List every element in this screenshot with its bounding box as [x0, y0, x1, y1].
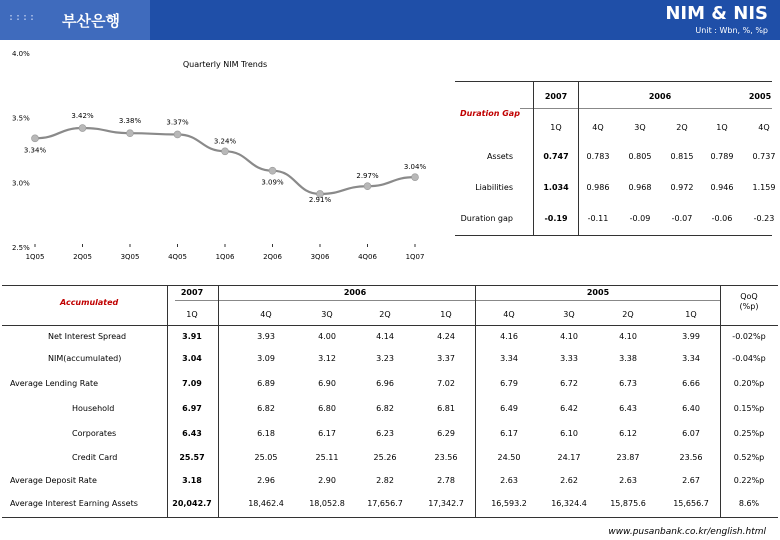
- table-cell: 0.747: [543, 152, 569, 161]
- table-cell: -0.19: [544, 214, 568, 223]
- quarter-header: 3Q: [321, 310, 333, 319]
- table-cell: 6.79: [500, 379, 518, 388]
- chart-title: Quarterly NIM Trends: [182, 60, 268, 69]
- table-cell: 20,042.7: [172, 499, 212, 508]
- x-tick-label: 1Q06: [215, 253, 235, 261]
- quarter-header: 2Q: [379, 310, 391, 319]
- y-tick-label: 4.0%: [12, 50, 30, 58]
- table-cell: 6.49: [500, 404, 518, 413]
- table-cell: 18,052.8: [309, 499, 345, 508]
- quarter-header: 2Q: [676, 123, 688, 132]
- row-label: Duration gap: [460, 214, 513, 223]
- qoq-cell: 0.52%p: [733, 453, 765, 462]
- year-header: 2005: [586, 288, 610, 297]
- table-cell: 6.96: [376, 379, 394, 388]
- nim-data-point: [174, 131, 181, 138]
- table-cell: 17,342.7: [428, 499, 464, 508]
- unit-label: Unit : Wbn, %, %p: [695, 26, 768, 35]
- year-header: 2005: [748, 92, 772, 101]
- table-cell: 2.82: [376, 476, 394, 485]
- table-cell: 0.815: [670, 152, 694, 161]
- table-cell: 6.73: [619, 379, 637, 388]
- x-tick-label: 2Q06: [263, 253, 282, 261]
- bank-name: 부산은행: [62, 12, 120, 30]
- table-border: [455, 235, 772, 236]
- nim-data-point: [364, 183, 371, 190]
- table-cell: 4.10: [560, 332, 578, 341]
- year-header: 2006: [343, 288, 367, 297]
- table-cell: 6.72: [560, 379, 578, 388]
- qoq-cell: 0.22%p: [733, 476, 765, 485]
- table-cell: 4.16: [500, 332, 518, 341]
- table-cell: 2.63: [619, 476, 637, 485]
- x-tick-label: 2Q05: [73, 253, 92, 261]
- page-title: NIM & NIS: [665, 3, 768, 24]
- column-divider: [578, 81, 579, 235]
- table-cell: 17,656.7: [367, 499, 403, 508]
- quarter-header: 3Q: [634, 123, 646, 132]
- table-cell: 25.11: [315, 453, 339, 462]
- table-cell: 24.50: [497, 453, 521, 462]
- data-label: 2.97%: [356, 172, 379, 181]
- column-divider: [218, 285, 219, 517]
- table-cell: 3.12: [318, 354, 336, 363]
- quarter-header: 2Q: [622, 310, 634, 319]
- quarter-header: 4Q: [592, 123, 604, 132]
- column-divider: [167, 285, 168, 517]
- table-cell: 6.43: [182, 429, 202, 438]
- table-cell: 6.42: [560, 404, 578, 413]
- table-cell: 6.82: [376, 404, 394, 413]
- table-cell: 0.783: [586, 152, 610, 161]
- quarter-header: 4Q: [260, 310, 272, 319]
- year-header: 2007: [180, 288, 204, 297]
- table-cell: 3.23: [376, 354, 394, 363]
- table-cell: 23.87: [616, 453, 640, 462]
- column-divider: [475, 285, 476, 517]
- table-cell: -0.11: [587, 214, 609, 223]
- quarter-header: 1Q: [550, 123, 562, 132]
- table-cell: 0.946: [710, 183, 734, 192]
- x-tick-label: 1Q07: [405, 253, 425, 261]
- table-cell: 3.93: [257, 332, 275, 341]
- logo-mark-icon: ::::: [8, 12, 37, 23]
- table-cell: -0.09: [629, 214, 651, 223]
- bank-logo: [0, 0, 150, 40]
- table-cell: 6.66: [682, 379, 700, 388]
- table-cell: 2.90: [318, 476, 336, 485]
- data-label: 2.91%: [308, 195, 332, 204]
- qoq-cell: 0.20%p: [733, 379, 765, 388]
- table-cell: 6.18: [257, 429, 275, 438]
- table-cell: 3.33: [560, 354, 578, 363]
- quarter-header: 1Q: [186, 310, 198, 319]
- table-divider: [520, 108, 772, 109]
- table-cell: 2.63: [500, 476, 518, 485]
- table-cell: 4.14: [376, 332, 394, 341]
- qoq-cell: -0.02%p: [732, 332, 766, 341]
- quarter-header: 1Q: [685, 310, 697, 319]
- x-tick-label: 1Q05: [25, 253, 45, 261]
- y-tick-label: 3.0%: [12, 179, 30, 188]
- table-cell: 0.972: [670, 183, 694, 192]
- qoq-cell: 0.25%p: [733, 429, 765, 438]
- table-cell: 2.62: [560, 476, 578, 485]
- table-cell: 1.034: [543, 183, 569, 192]
- table-cell: 18,462.4: [248, 499, 284, 508]
- x-tick-label: 4Q05: [168, 253, 187, 261]
- data-label: 3.04%: [403, 163, 427, 172]
- table-cell: -0.06: [711, 214, 733, 223]
- x-tick-label: 4Q06: [358, 253, 377, 261]
- year-header: 2006: [648, 92, 672, 101]
- row-label: Liabilities: [475, 183, 513, 192]
- quarter-header: 3Q: [563, 310, 575, 319]
- table-cell: 6.10: [560, 429, 578, 438]
- nim-data-point: [127, 130, 134, 137]
- quarter-header: 1Q: [716, 123, 728, 132]
- table-cell: 2.96: [257, 476, 275, 485]
- table-cell: 16,324.4: [551, 499, 587, 508]
- data-label: 3.38%: [118, 117, 142, 126]
- table-cell: 3.18: [182, 476, 202, 485]
- data-label: 3.42%: [71, 112, 94, 121]
- table-border: [2, 325, 778, 326]
- y-tick-label: 2.5%: [12, 244, 30, 252]
- qoq-cell: -0.04%p: [732, 354, 766, 363]
- table-cell: -0.07: [671, 214, 693, 223]
- table-cell: 4.00: [318, 332, 336, 341]
- table-cell: 23.56: [434, 453, 458, 462]
- data-label: 3.24%: [213, 137, 237, 146]
- table-cell: 6.40: [682, 404, 700, 413]
- table-cell: 3.99: [682, 332, 700, 341]
- row-label: NIM(accumulated): [48, 354, 122, 363]
- table-cell: 4.10: [619, 332, 637, 341]
- table-cell: 0.805: [628, 152, 652, 161]
- table-cell: 6.23: [376, 429, 394, 438]
- table-cell: 6.89: [257, 379, 275, 388]
- table-cell: 6.81: [437, 404, 455, 413]
- table-cell: 6.90: [318, 379, 336, 388]
- table-cell: 7.02: [437, 379, 455, 388]
- table-cell: 3.09: [257, 354, 275, 363]
- nim-chart-svg: [0, 45, 440, 275]
- table-cell: 4.24: [437, 332, 455, 341]
- y-tick-label: 3.5%: [12, 114, 30, 123]
- table-border: [2, 517, 778, 518]
- row-label: Net Interest Spread: [48, 332, 127, 341]
- row-label: Household: [72, 404, 115, 413]
- table-cell: 6.17: [500, 429, 518, 438]
- table-cell: 6.29: [437, 429, 455, 438]
- nim-data-point: [32, 135, 39, 142]
- table-cell: 6.07: [682, 429, 700, 438]
- table-cell: 24.17: [557, 453, 581, 462]
- quarter-header: 1Q: [440, 310, 452, 319]
- table-cell: 3.34: [500, 354, 518, 363]
- table-border: [455, 81, 772, 82]
- qoq-header: QoQ (%p): [739, 292, 759, 311]
- header-bar: [0, 0, 780, 40]
- qoq-cell: 0.15%p: [733, 404, 765, 413]
- table-cell: 15,875.6: [610, 499, 646, 508]
- table-cell: 0.789: [710, 152, 734, 161]
- table-cell: 6.17: [318, 429, 336, 438]
- table-cell: 15,656.7: [673, 499, 709, 508]
- accumulated-title: Accumulated: [60, 298, 119, 307]
- row-label: Average Interest Earning Assets: [10, 499, 138, 508]
- row-label: Credit Card: [72, 453, 118, 462]
- qoq-cell: 8.6%: [738, 499, 760, 508]
- x-tick-label: 3Q06: [310, 253, 330, 261]
- table-cell: 23.56: [679, 453, 703, 462]
- table-cell: 3.91: [182, 332, 202, 341]
- footer-url-link[interactable]: www.pusanbank.co.kr/english.html: [608, 527, 766, 537]
- column-divider: [720, 285, 721, 517]
- table-cell: 6.80: [318, 404, 336, 413]
- table-cell: 3.34: [682, 354, 700, 363]
- nim-trend-chart: [0, 45, 440, 275]
- quarter-header: 4Q: [503, 310, 515, 319]
- nim-data-point: [79, 125, 86, 132]
- table-border: [2, 285, 778, 286]
- table-cell: 6.12: [619, 429, 637, 438]
- x-tick-label: 3Q05: [120, 253, 140, 261]
- quarter-header: 4Q: [758, 123, 770, 132]
- data-label: 3.37%: [166, 118, 189, 127]
- table-cell: 0.737: [752, 152, 776, 161]
- table-cell: 6.82: [257, 404, 275, 413]
- table-divider: [175, 300, 720, 301]
- row-label: Average Lending Rate: [10, 379, 99, 388]
- table-cell: 6.43: [619, 404, 637, 413]
- table-cell: 1.159: [752, 183, 776, 192]
- table-cell: 16,593.2: [491, 499, 527, 508]
- row-label: Average Deposit Rate: [10, 476, 97, 485]
- nim-data-point: [412, 174, 419, 181]
- table-cell: 3.37: [437, 354, 455, 363]
- table-cell: -0.23: [753, 214, 775, 223]
- table-cell: 3.04: [182, 354, 202, 363]
- column-divider: [533, 81, 534, 235]
- table-cell: 6.97: [182, 404, 202, 413]
- table-cell: 2.67: [682, 476, 700, 485]
- nim-data-point: [222, 148, 229, 155]
- table-cell: 0.986: [586, 183, 610, 192]
- data-label: 3.09%: [261, 178, 284, 187]
- table-cell: 7.09: [182, 379, 202, 388]
- table-cell: 25.05: [254, 453, 278, 462]
- nim-data-point: [269, 167, 276, 174]
- row-label: Corporates: [72, 429, 117, 438]
- duration-gap-title: Duration Gap: [460, 109, 520, 118]
- year-header: 2007: [544, 92, 568, 101]
- row-label: Assets: [486, 152, 513, 161]
- table-cell: 3.38: [619, 354, 637, 363]
- table-cell: 25.26: [373, 453, 397, 462]
- table-cell: 25.57: [179, 453, 205, 462]
- table-cell: 2.78: [437, 476, 455, 485]
- table-cell: 0.968: [628, 183, 652, 192]
- data-label: 3.34%: [23, 146, 47, 155]
